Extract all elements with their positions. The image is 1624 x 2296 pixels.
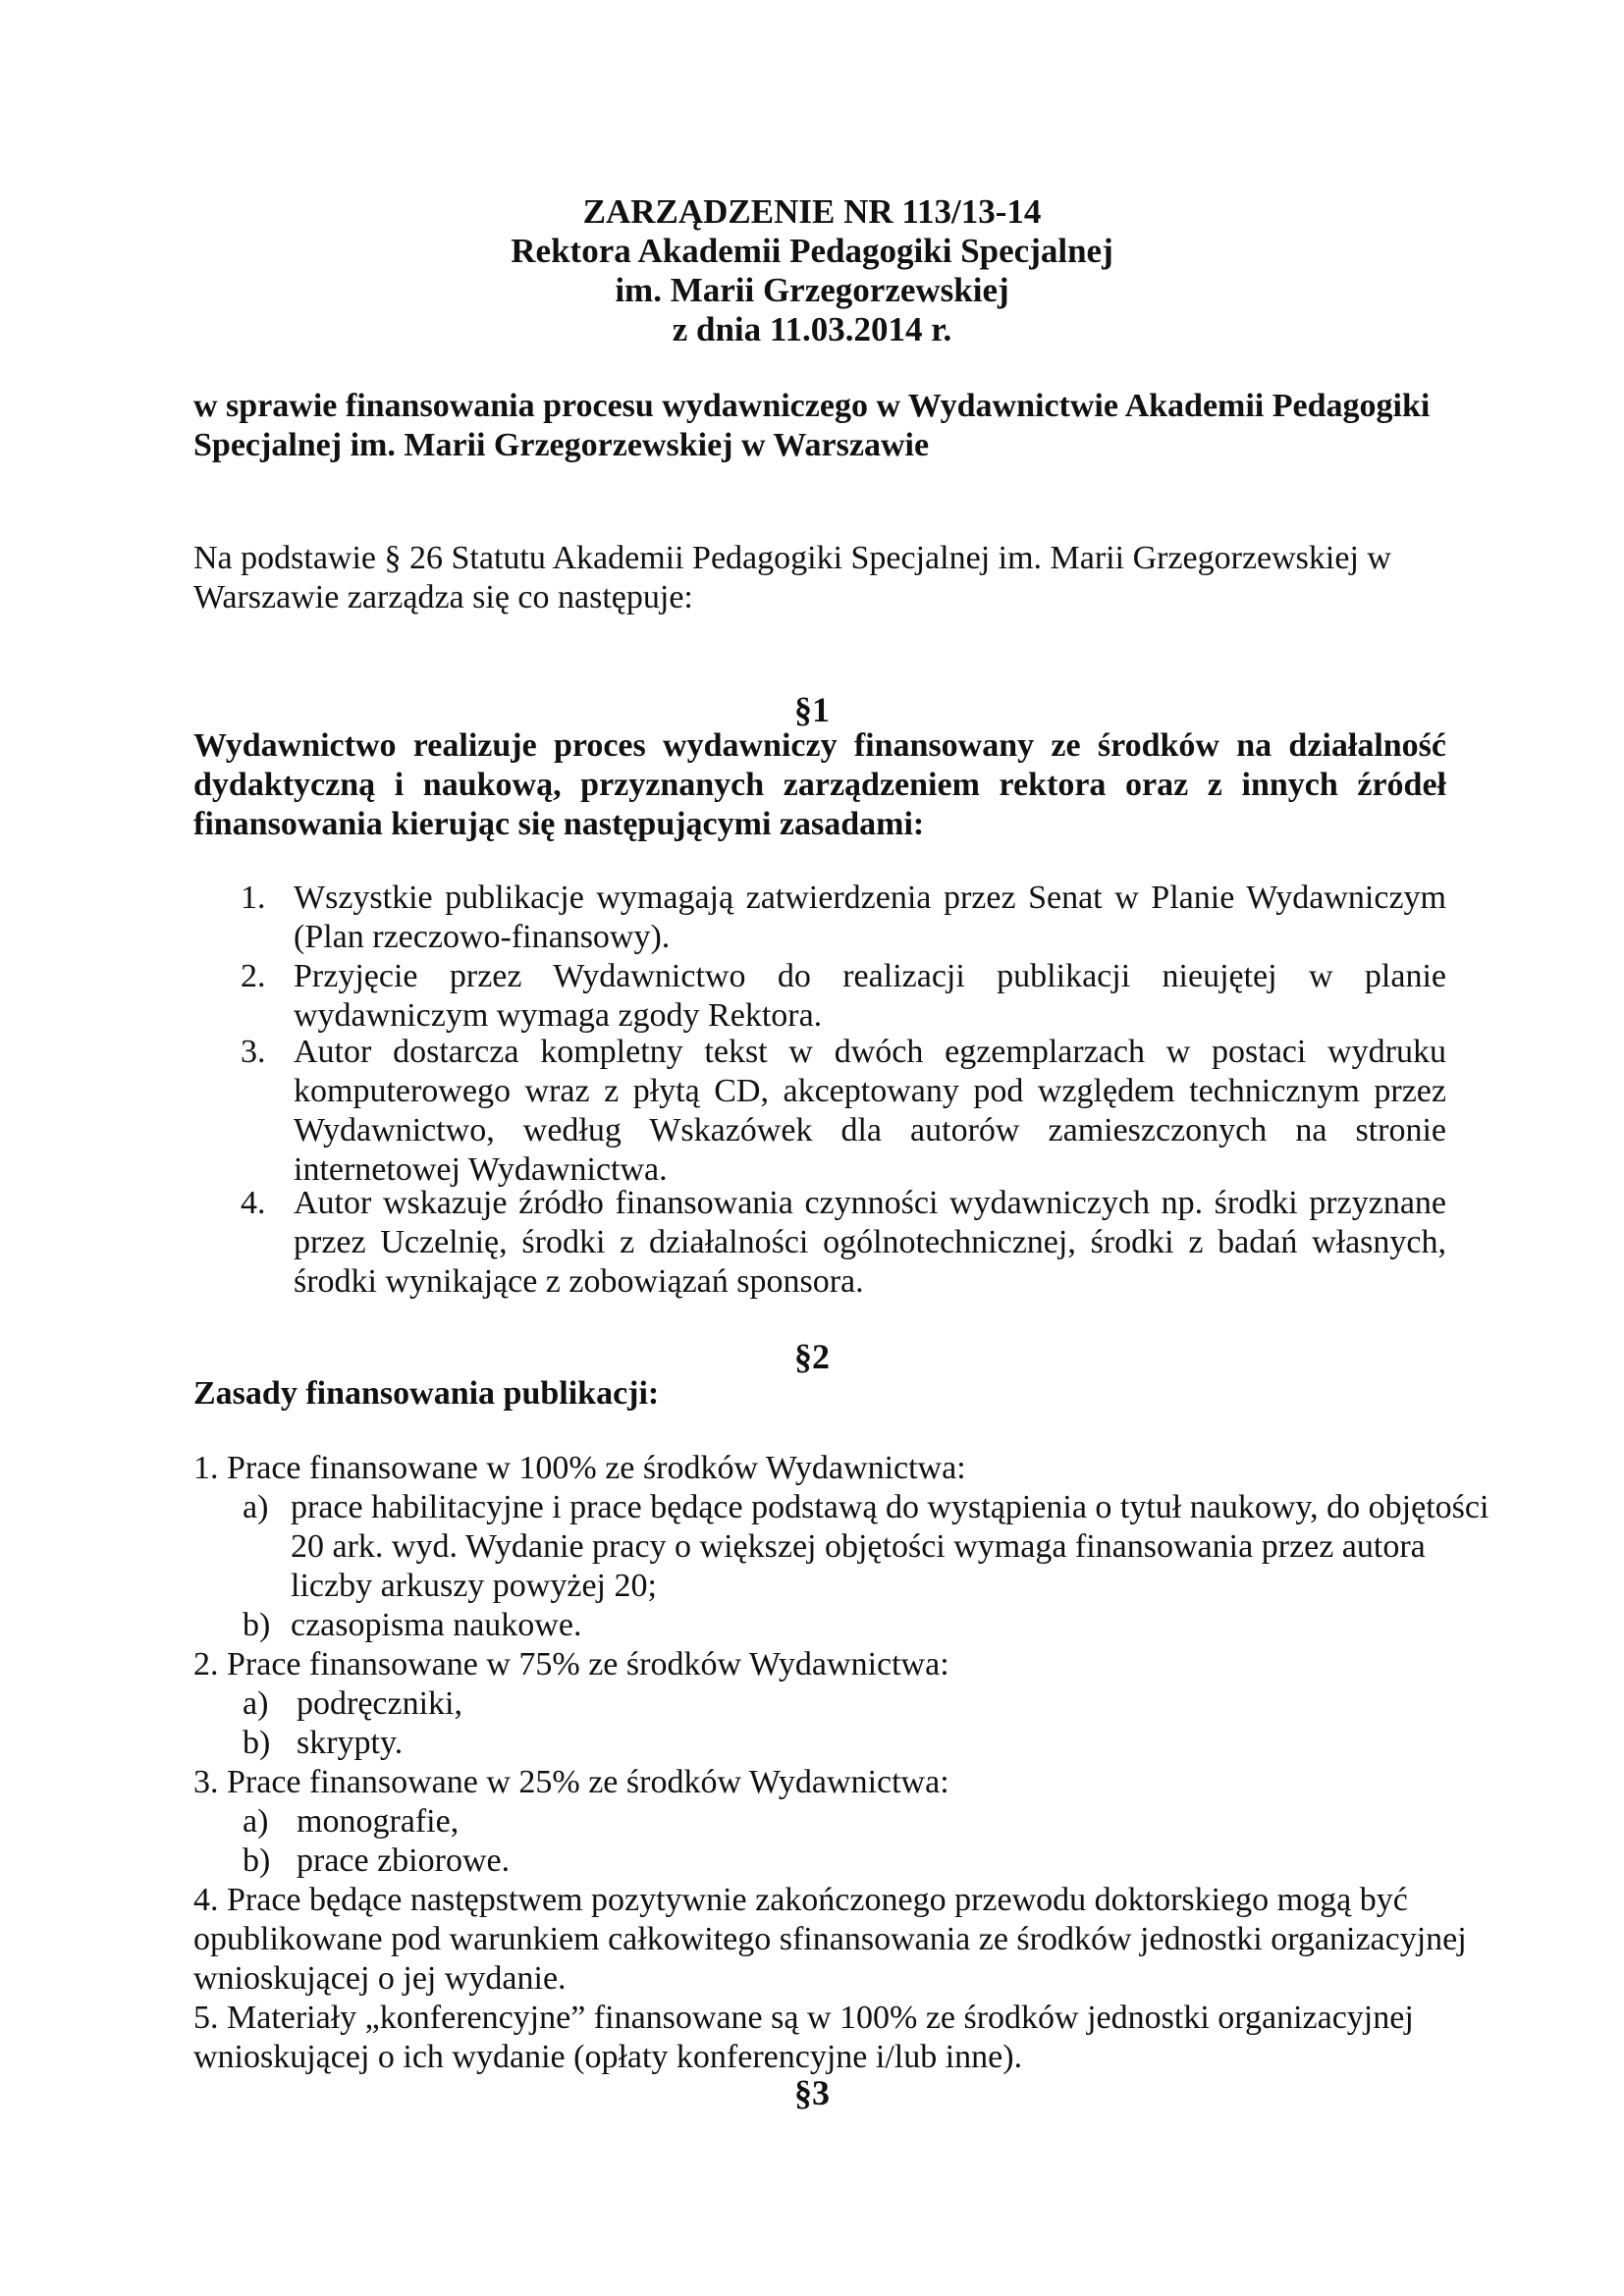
subject-line-1: w sprawie finansowania procesu wydawniczego w Wydawnictwie Akademii Pedagogiki xyxy=(193,388,1431,424)
rule-4-line-1: 4. Prace będące następstwem pozytywnie zakończonego przewodu doktorskiego mogą być xyxy=(193,1882,1408,1918)
rule-3b-label: b) xyxy=(243,1842,271,1879)
rule-2a: podręczniki, xyxy=(297,1685,462,1722)
rule-3a: monografie, xyxy=(297,1803,460,1840)
issuer-line: Rektora Akademii Pedagogiki Specjalnej xyxy=(511,232,1113,270)
rule-1a-label: a) xyxy=(243,1489,269,1525)
list-item-text: Autor dostarcza kompletny tekst w dwóch egzemplarzach w postaci wydruku komputerowego wraz z płytą CD, akceptowany pod względem technicznym przez Wydawnictwo, według Wskazówek dla autorów zamieszczonych na stronie internetowej Wydawnictwa. xyxy=(294,1034,1446,1188)
rule-1a-line-2: 20 ark. wyd. Wydanie pracy o większej objętości wymaga finansowania przez autora xyxy=(291,1528,1426,1565)
section-3-heading: §3 xyxy=(794,2073,830,2112)
section-2-title: Zasady finansowania publikacji: xyxy=(193,1375,660,1412)
rule-1b: czasopisma naukowe. xyxy=(291,1607,582,1643)
rule-2: 2. Prace finansowane w 75% ze środków Wydawnictwa: xyxy=(193,1646,949,1682)
rule-4-line-2: opublikowane pod warunkiem całkowitego sfinansowania ze środków jednostki organizacyjnej xyxy=(193,1921,1467,1957)
rule-2a-label: a) xyxy=(243,1685,269,1722)
list-item xyxy=(241,1033,1446,1190)
rule-3a-label: a) xyxy=(243,1803,269,1840)
list-item-number: 1. xyxy=(241,880,266,916)
list-item xyxy=(241,957,1446,1036)
rule-3: 3. Prace finansowane w 25% ze środków Wydawnictwa: xyxy=(193,1764,949,1800)
rule-1: 1. Prace finansowane w 100% ze środków Wydawnictwa: xyxy=(193,1450,966,1486)
list-item-text: Przyjęcie przez Wydawnictwo do realizacji publikacji nieujętej w planie wydawniczym wymaga zgody Rektora. xyxy=(294,958,1446,1034)
legal-basis-line-1: Na podstawie § 26 Statutu Akademii Pedagogiki Specjalnej im. Marii Grzegorzewskiej w xyxy=(193,540,1391,576)
list-item xyxy=(241,1184,1446,1302)
ordinance-number: ZARZĄDZENIE NR 113/13-14 xyxy=(582,192,1042,231)
rule-2b-label: b) xyxy=(243,1725,271,1761)
list-item xyxy=(241,879,1446,957)
list-item-number: 3. xyxy=(241,1034,266,1070)
rule-4-line-3: wnioskującej o jej wydanie. xyxy=(193,1960,567,1997)
list-item-number: 2. xyxy=(241,958,266,994)
section-1-heading: §1 xyxy=(794,690,830,729)
legal-basis-line-2: Warszawie zarządza się co następuje: xyxy=(193,579,693,615)
list-item-number: 4. xyxy=(241,1185,266,1221)
list-item-text: Autor wskazuje źródło finansowania czynności wydawniczych np. środki przyznane przez Uczelnię, środki z działalności ogólnotechnicznej, środki z badań własnych, środki wynikające z zobowiązań sponsora. xyxy=(294,1185,1446,1300)
list-item-text: Wszystkie publikacje wymagają zatwierdzenia przez Senat w Planie Wydawniczym (Plan rzeczowo-finansowy). xyxy=(294,880,1446,955)
rule-3b: prace zbiorowe. xyxy=(297,1842,511,1879)
rule-1a-line-3: liczby arkuszy powyżej 20; xyxy=(291,1568,657,1604)
rule-5-line-2: wnioskującej o ich wydanie (opłaty konferencyjne i/lub inne). xyxy=(193,2039,1023,2075)
section-1-intro: Wydawnictwo realizuje proces wydawniczy finansowany ze środków na działalność dydaktyczną i naukową, przyznanych zarządzeniem rektora oraz z innych źródeł finansowania kierując się następującymi zasadami: xyxy=(193,727,1446,842)
ordinance-date: z dnia 11.03.2014 r. xyxy=(672,310,952,348)
issuer-name-line: im. Marii Grzegorzewskiej xyxy=(615,271,1009,309)
rule-1a-line-1: prace habilitacyjne i prace będące podstawą do wystąpienia o tytuł naukowy, do objętości xyxy=(291,1489,1489,1525)
section-2-heading: §2 xyxy=(794,1337,830,1376)
rule-1b-label: b) xyxy=(243,1607,271,1643)
rule-2b: skrypty. xyxy=(297,1725,404,1761)
rule-5-line-1: 5. Materiały „konferencyjne” finansowane są w 100% ze środków jednostki organizacyjnej xyxy=(193,2000,1414,2036)
subject-line-2: Specjalnej im. Marii Grzegorzewskiej w Warszawie xyxy=(193,427,930,463)
